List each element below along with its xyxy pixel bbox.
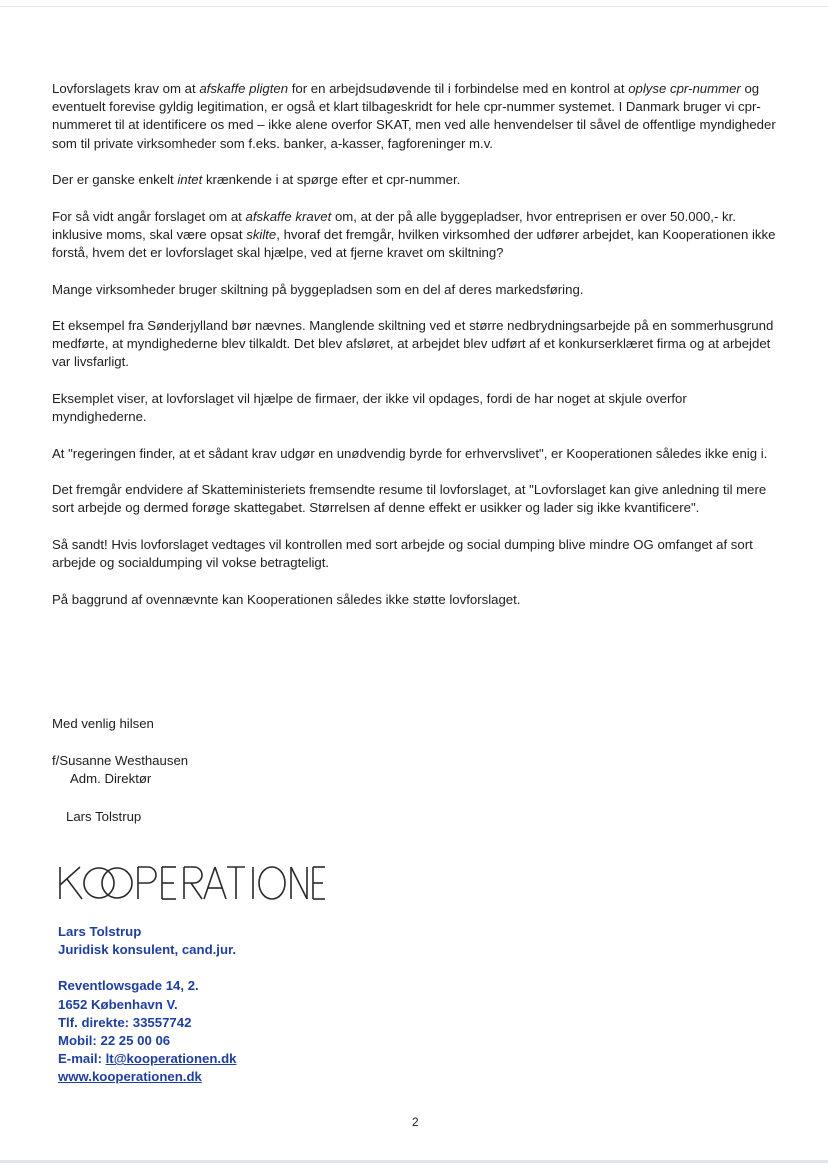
contact-role: Juridisk konsulent, cand.jur. xyxy=(58,942,237,958)
emphasis-text: afskaffe kravet xyxy=(245,208,332,224)
contact-name: Lars Tolstrup xyxy=(58,924,142,939)
signer-name: f/Susanne Westhausen xyxy=(52,753,189,769)
emphasis-text: afskaffe pligten xyxy=(199,81,289,96)
website-link[interactable]: www.kooperationen.dk xyxy=(58,1069,202,1085)
body-paragraph xyxy=(52,80,777,153)
emphasis-text: skilte xyxy=(246,226,277,242)
paragraph-text: for en arbejdsudøvende til i forbindelse med en kontrol at xyxy=(288,81,629,96)
greeting: Med venlig hilsen xyxy=(52,716,154,731)
paragraph-text: og eventuelt forevise gyldig legitimation, er også et klart tilbageskridt for hele cpr-nummer systemet. I Danmark bruger vi cpr-nummeret til at identificere os med – ikke alene overfor SKAT, men ved alle henvendelser til såvel de offentlige myndigheder som til private virksomheder som f.eks. banker, a-kasser, fagforeninger m.v. xyxy=(52,81,776,151)
paragraph-text: krænkende i at spørge efter et cpr-nummer. xyxy=(202,172,461,188)
body-paragraph xyxy=(52,208,777,263)
contact-city: 1652 København V. xyxy=(58,996,178,1012)
letter-body xyxy=(52,80,777,627)
body-paragraph xyxy=(52,390,777,426)
emphasis-text: oplyse cpr-nummer xyxy=(628,81,741,96)
contact-block xyxy=(58,923,236,1087)
body-paragraph xyxy=(52,445,777,463)
paragraph-text: om, at der på alle byggepladser, hvor entreprisen er over 50.000,- kr. inklusive moms, skal være opsat xyxy=(52,208,736,242)
paragraph-text: Eksemplet viser, at lovforslaget vil hjælpe de firmaer, der ikke vil opdages, fordi de har noget at skjule overfor myndighederne. xyxy=(52,390,687,425)
paragraph-text: Lovforslagets krav om at xyxy=(52,81,200,96)
paragraph-text: Mange virksomheder bruger skiltning på byggepladsen som en del af deres markedsføring. xyxy=(52,281,584,297)
paragraph-text: Et eksempel fra Sønderjylland bør nævnes. Manglende skiltning ved et større nedbrydningsarbejde på en sommerhusgrund medførte, at myndighederne blev tilkaldt. Det blev afsløret, at arbejdet blev udført af et konkurserklæret firma og at arbejdet var livsfarligt. xyxy=(52,318,774,370)
kooperationen-logo xyxy=(58,861,328,905)
contact-street: Reventlowsgade 14, 2. xyxy=(58,978,199,994)
body-paragraph xyxy=(52,591,777,609)
paragraph-text: Så sandt! Hvis lovforslaget vedtages vil kontrollen med sort arbejde og social dumping blive mindre OG omfanget af sort arbejde og socialdumping vil vokse betragteligt. xyxy=(52,536,753,571)
paragraph-text: Der er ganske enkelt xyxy=(52,172,178,188)
body-paragraph xyxy=(52,536,777,572)
top-scan-edge xyxy=(0,6,828,7)
signer-title: Adm. Direktør xyxy=(70,771,152,787)
paragraph-text: For så vidt angår forslaget om at xyxy=(52,208,246,224)
contact-mobile: Mobil: 22 25 00 06 xyxy=(58,1033,171,1049)
closing-block xyxy=(52,715,188,826)
paragraph-text: , hvoraf det fremgår, hvilken virksomhed der udfører arbejdet, kan Kooperationen ikke forstå, hvem det er lovforslaget skal hjælpe, ved at fjerne kravet om skiltning? xyxy=(52,226,776,261)
contact-email-row xyxy=(58,1050,236,1068)
body-paragraph xyxy=(52,281,777,299)
paragraph-text: På baggrund af ovennævnte kan Kooperationen således ikke støtte lovforslaget. xyxy=(52,591,521,607)
body-paragraph xyxy=(52,317,777,372)
body-paragraph xyxy=(52,481,777,517)
body-paragraph xyxy=(52,171,777,189)
bottom-scan-edge xyxy=(0,1160,828,1163)
email-link[interactable]: lt@kooperationen.dk xyxy=(105,1051,237,1067)
paragraph-text: Det fremgår endvidere af Skatteministeriets fremsendte resume til lovforslaget, at "Lovforslaget kan give anledning til mere sort arbejde og dermed forøge skattegabet. Størrelsen af denne effekt er usikker og lader sig ikke kvantificere". xyxy=(52,482,767,516)
page-number: 2 xyxy=(412,1115,419,1129)
second-signer: Lars Tolstrup xyxy=(66,808,142,824)
paragraph-text: At "regeringen finder, at et sådant krav udgør en unødvendig byrde for erhvervslivet", er Kooperationen således ikke enig i. xyxy=(52,445,768,461)
contact-phone: Tlf. direkte: 33557742 xyxy=(58,1014,192,1030)
emphasis-text: intet xyxy=(177,172,203,188)
email-label: E-mail: xyxy=(58,1051,106,1067)
